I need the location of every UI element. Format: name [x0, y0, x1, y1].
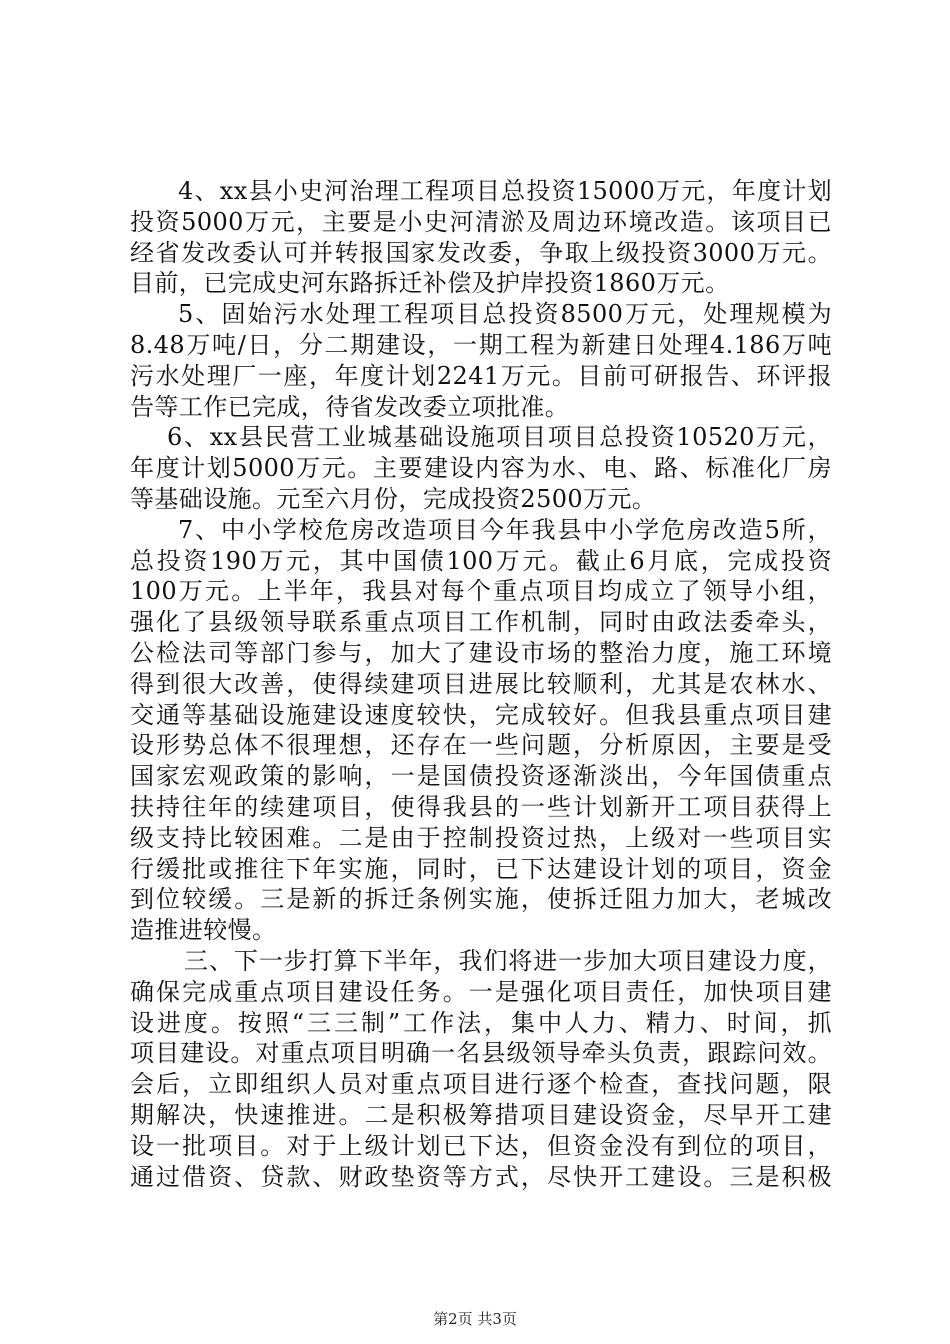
paragraph-7-line-5: 公检法司等部门参与，加大了建设市场的整治力度，施工环境 — [130, 638, 832, 667]
paragraph-5-line-1: 5、固始污水处理工程项目总投资8500万元，处理规模为 — [178, 300, 832, 329]
paragraph-7-line-8: 设形势总体不很理想，还存在一些问题，分析原因，主要是受 — [130, 731, 832, 760]
paragraph-7-line-9: 国家宏观政策的影响，一是国债投资逐渐淡出，今年国债重点 — [130, 762, 832, 791]
section-3-line-7: 设一批项目。对于上级计划已下达，但资金没有到位的项目， — [130, 1131, 832, 1160]
paragraph-7-line-6: 得到很大改善，使得续建项目进展比较顺利，尤其是农林水、 — [130, 669, 832, 698]
section-3-line-2: 确保完成重点项目建设任务。一是强化项目责任，加快项目建 — [130, 977, 832, 1006]
paragraph-5-line-2: 8.48万吨/日，分二期建设，一期工程为新建日处理4.186万吨 — [130, 330, 832, 359]
paragraph-6-line-3: 等基础设施。元至六月份，完成投资2500万元。 — [130, 484, 657, 513]
paragraph-7-line-7: 交通等基础设施建设速度较快，完成较好。但我县重点项目建 — [130, 700, 832, 729]
page-footer: 第2页 共3页 — [433, 1310, 517, 1328]
paragraph-7-line-13: 到位较缓。三是新的拆迁条例实施，使拆迁阻力加大，老城改 — [130, 885, 832, 914]
paragraph-7-line-3: 100万元。上半年，我县对每个重点项目均成立了领导小组， — [130, 577, 832, 606]
paragraph-7-line-2: 总投资190万元，其中国债100万元。截止6月底，完成投资 — [130, 546, 832, 575]
paragraph-7-line-11: 级支持比较困难。二是由于控制投资过热，上级对一些项目实 — [130, 823, 832, 852]
paragraph-4-line-1: 4、xx县小史河治理工程项目总投资15000万元，年度计划 — [178, 177, 832, 205]
paragraph-7-line-10: 扶持往年的续建项目，使得我县的一些计划新开工项目获得上 — [130, 792, 832, 821]
paragraph-7-line-4: 强化了县级领导联系重点项目工作机制，同时由政法委牵头， — [130, 608, 832, 637]
section-3-line-5: 会后，立即组织人员对重点项目进行逐个检查，查找问题，限 — [130, 1070, 832, 1099]
document-body — [130, 176, 832, 1192]
paragraph-6-line-1: 6、xx县民营工业城基础设施项目项目总投资10520万元， — [167, 423, 832, 452]
paragraph-7-line-1: 7、中小学校危房改造项目今年我县中小学危房改造5所， — [178, 515, 832, 544]
paragraph-6-line-2: 年度计划5000万元。主要建设内容为水、电、路、标准化厂房 — [130, 454, 832, 483]
paragraph-4-line-3: 经省发改委认可并转报国家发改委，争取上级投资3000万元。 — [130, 238, 832, 267]
paragraph-4-line-2: 投资5000万元，主要是小史河清淤及周边环境改造。该项目已 — [130, 207, 832, 236]
section-3-line-8: 通过借资、贷款、财政垫资等方式，尽快开工建设。三是积极 — [130, 1162, 832, 1191]
section-3-line-4: 项目建设。对重点项目明确一名县级领导牵头负责，跟踪问效。 — [130, 1039, 832, 1068]
paragraph-7-line-14: 造推进较慢。 — [130, 916, 277, 945]
paragraph-7-line-12: 行缓批或推往下年实施，同时，已下达建设计划的项目，资金 — [130, 854, 832, 883]
section-3-line-1: 三、下一步打算下半年，我们将进一步加大项目建设力度， — [184, 946, 832, 975]
paragraph-5-line-4: 告等工作已完成，待省发改委立项批准。 — [130, 392, 570, 421]
paragraph-5-line-3: 污水处理厂一座，年度计划2241万元。目前可研报告、环评报 — [130, 361, 832, 390]
section-3-line-3: 设进度。按照“三三制”工作法，集中人力、精力、时间，抓 — [130, 1008, 832, 1037]
section-3-line-6: 期解决，快速推进。二是积极筹措项目建设资金，尽早开工建 — [130, 1100, 832, 1129]
paragraph-4-line-4: 目前，已完成史河东路拆迁补偿及护岸投资1860万元。 — [130, 269, 730, 298]
